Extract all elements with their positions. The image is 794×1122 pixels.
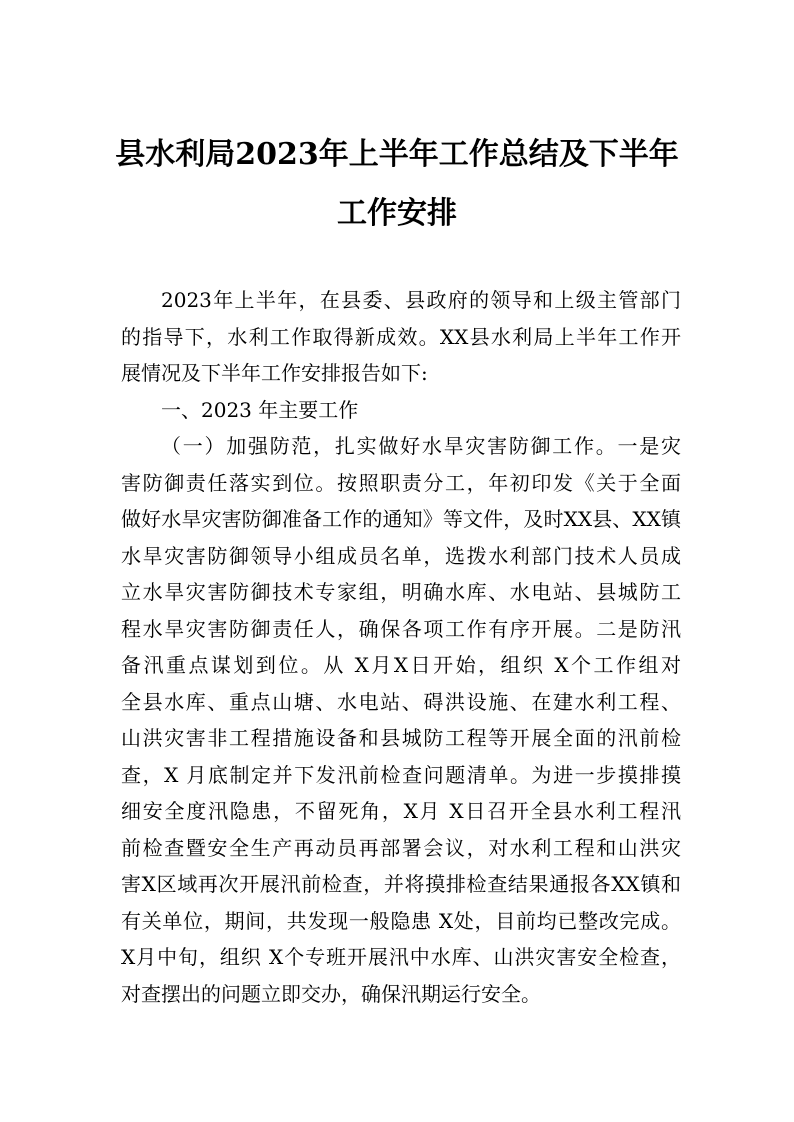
- section-line: 对查摆出的问题立即交办，确保汛期运行安全。: [121, 981, 541, 1006]
- section-line: 备汛重点谋划到位。从 X月X日开始，组织 X个工作组对: [121, 653, 681, 677]
- section-line: 细安全度汛隐患，不留死角，X月 X日召开全县水利工程汛: [121, 799, 681, 823]
- section-line: 山洪灾害非工程措施设备和县城防工程等开展全面的汛前检: [121, 726, 681, 750]
- section-line: X月中旬，组织 X个专班开展汛中水库、山洪灾害安全检查，: [121, 945, 681, 969]
- section-line: 做好水旱灾害防御准备工作的通知》等文件，及时XX县、XX镇: [121, 507, 681, 531]
- section-line: 害防御责任落实到位。按照职责分工，年初印发《关于全面: [121, 470, 681, 495]
- section-paragraph: [121, 428, 681, 1012]
- intro-paragraph: [121, 282, 681, 392]
- section-line: 前检查暨安全生产再动员再部署会议，对水利工程和山洪灾: [121, 835, 681, 860]
- section-line: （一）加强防范，扎实做好水旱灾害防御工作。一是灾: [161, 434, 681, 458]
- section-line: 立水旱灾害防御技术专家组，明确水库、水电站、县城防工: [121, 580, 681, 604]
- section-line: 程水旱灾害防御责任人，确保各项工作有序开展。二是防汛: [121, 616, 681, 641]
- section-heading: 一、2023 年主要工作: [161, 398, 359, 422]
- section-line: 水旱灾害防御领导小组成员名单，选拨水利部门技术人员成: [121, 543, 681, 568]
- section-line: 害X区域再次开展汛前检查，并将摸排检查结果通报各XX镇和: [121, 872, 681, 896]
- document-title-line-2: 工作安排: [337, 196, 457, 231]
- section-line: 查，X 月底制定并下发汛前检查问题清单。为进一步摸排摸: [121, 762, 681, 787]
- section-line: 有关单位，期间，共发现一般隐患 X处，目前均已整改完成。: [121, 908, 681, 933]
- document-title-line-1: 县水利局2023年上半年工作总结及下半年: [115, 137, 679, 172]
- intro-line: 展情况及下半年工作安排报告如下:: [121, 361, 428, 385]
- intro-line: 2023年上半年，在县委、县政府的领导和上级主管部门: [161, 288, 681, 312]
- section-line: 全县水库、重点山塘、水电站、碍洪设施、在建水利工程、: [121, 689, 681, 714]
- intro-line: 的指导下，水利工作取得新成效。XX县水利局上半年工作开: [121, 324, 681, 349]
